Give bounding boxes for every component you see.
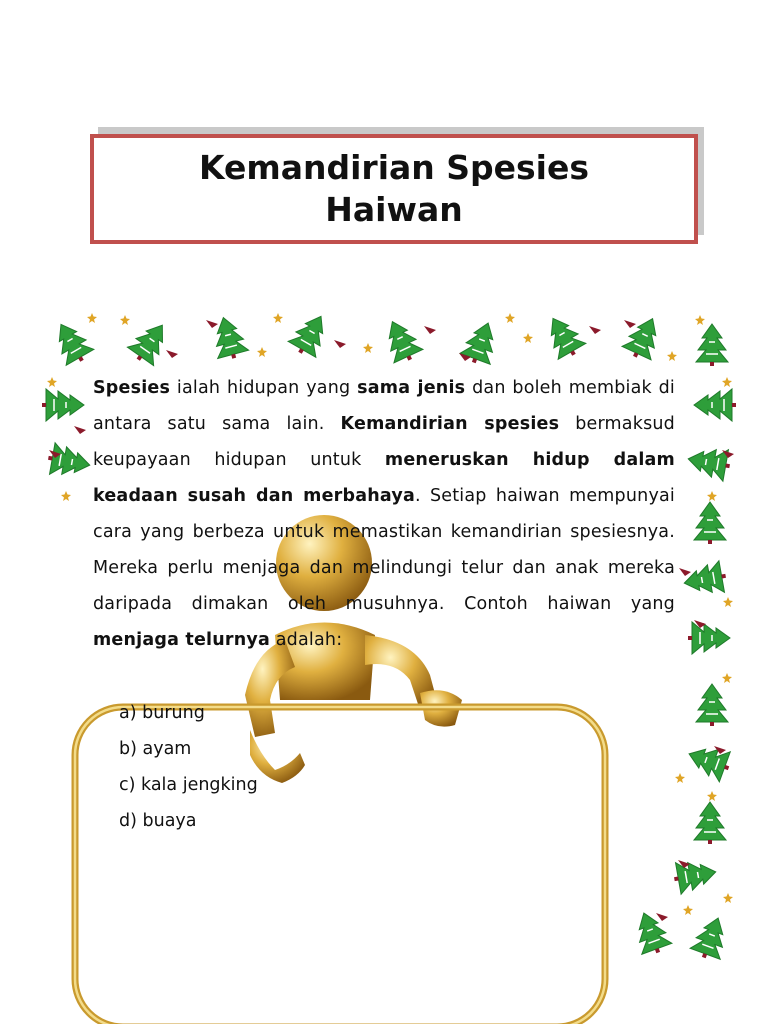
list-item: a) burung: [119, 703, 205, 723]
list-item: c) kala jengking: [119, 775, 258, 795]
page-title: Kemandirian Spesies Haiwan: [198, 148, 590, 229]
list-item: d) buaya: [119, 811, 197, 831]
list-item: b) ayam: [119, 739, 192, 759]
title-box: [90, 134, 698, 244]
examples-list: [119, 695, 258, 839]
body-paragraph: Spesies ialah hidupan yang sama jenis dan boleh membiak di antara satu sama lain. Kemandirian spesies bermaksud keupayaan hidupan untuk meneruskan hidup dalam keadaan susah dan merbahaya. Setiap haiwan mempunyai cara yang berbeza untuk memastikan kemandirian spesiesnya. Mereka perlu menjaga dan melindungi telur dan anak mereka daripada dimakan oleh musuhnya. Contoh haiwan yang menjaga telurnya adalah:: [93, 378, 675, 650]
